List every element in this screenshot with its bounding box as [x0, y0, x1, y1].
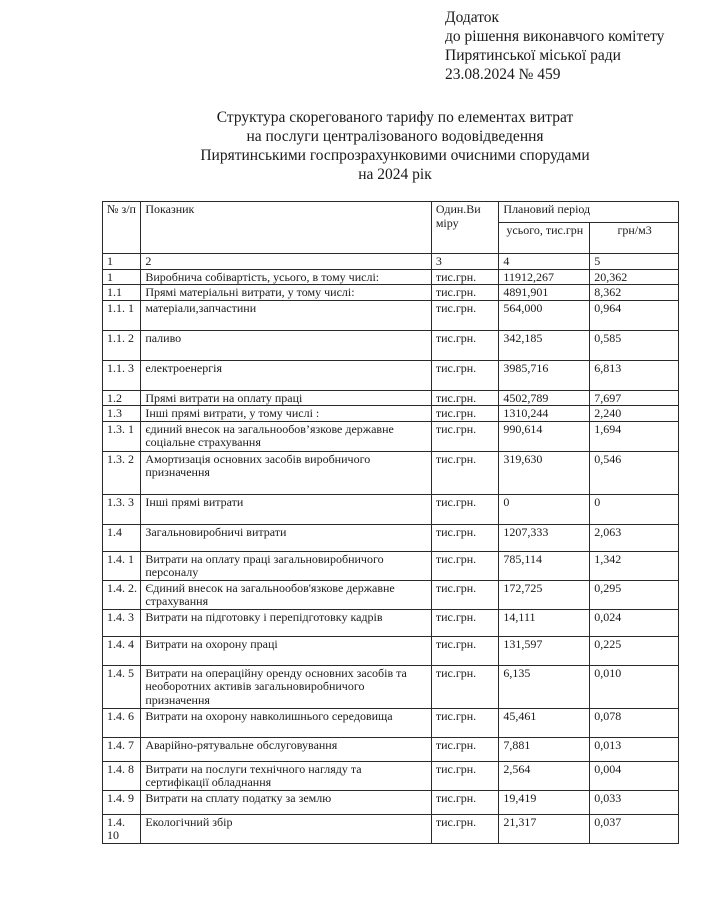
row-indicator: Витрати на оплату праці загальновиробничого персоналу — [141, 551, 432, 580]
row-total: 990,614 — [499, 421, 590, 451]
row-indicator: Прямі матеріальні витрати, у тому числі: — [141, 285, 432, 301]
row-total: 45,461 — [499, 708, 590, 737]
row-number: 1.4. 7 — [103, 737, 141, 761]
row-number: 1.4. 10 — [103, 814, 141, 843]
row-total: 1207,333 — [499, 524, 590, 551]
row-per-m3: 0,024 — [590, 609, 679, 636]
row-number: 1.4. 6 — [103, 708, 141, 737]
row-total: 7,881 — [499, 737, 590, 761]
row-number: 1 — [103, 269, 141, 285]
row-total: 3985,716 — [499, 360, 590, 390]
row-total: 131,597 — [499, 636, 590, 665]
row-unit: тис.грн. — [431, 451, 499, 494]
row-per-m3: 0,033 — [590, 790, 679, 814]
row-total: 172,725 — [499, 580, 590, 609]
header-indicator: Показник — [141, 202, 432, 254]
row-unit: тис.грн. — [431, 524, 499, 551]
row-total: 19,419 — [499, 790, 590, 814]
row-total: 6,135 — [499, 665, 590, 708]
row-per-m3: 0,037 — [590, 814, 679, 843]
row-per-m3: 0,078 — [590, 708, 679, 737]
row-total: 14,111 — [499, 609, 590, 636]
column-number: 5 — [590, 254, 679, 270]
row-indicator: Витрати на послуги технічного нагляду та сертифікації обладнання — [141, 761, 432, 790]
row-unit: тис.грн. — [431, 406, 499, 422]
header-unit: Один.Ви міру — [431, 202, 499, 254]
row-total: 4502,789 — [499, 390, 590, 406]
row-indicator: Прямі витрати на оплату праці — [141, 390, 432, 406]
row-unit: тис.грн. — [431, 285, 499, 301]
row-indicator: Витрати на охорону навколишнього середовища — [141, 708, 432, 737]
appendix-line: Додаток — [445, 9, 500, 26]
row-per-m3: 8,362 — [590, 285, 679, 301]
row-unit: тис.грн. — [431, 761, 499, 790]
row-indicator: Екологічний збір — [141, 814, 432, 843]
row-per-m3: 0 — [590, 494, 679, 524]
row-total: 319,630 — [499, 451, 590, 494]
row-indicator: Єдиний внесок на загальнообов'язкове державне страхування — [141, 580, 432, 609]
header-total: усього, тис.грн — [499, 223, 590, 254]
row-total: 2,564 — [499, 761, 590, 790]
row-indicator: Витрати на охорону праці — [141, 636, 432, 665]
title-line: на 2024 рік — [358, 166, 432, 183]
row-unit: тис.грн. — [431, 390, 499, 406]
row-number: 1.3 — [103, 406, 141, 422]
row-unit: тис.грн. — [431, 665, 499, 708]
table-row — [103, 580, 679, 609]
row-total: 4891,901 — [499, 285, 590, 301]
column-number: 3 — [431, 254, 499, 270]
table-row — [103, 421, 679, 451]
row-per-m3: 20,362 — [590, 269, 679, 285]
column-number: 4 — [499, 254, 590, 270]
table-row — [103, 330, 679, 360]
row-unit: тис.грн. — [431, 609, 499, 636]
row-number: 1.4 — [103, 524, 141, 551]
table-row — [103, 790, 679, 814]
column-number: 2 — [141, 254, 432, 270]
tariff-table — [102, 201, 679, 844]
row-per-m3: 7,697 — [590, 390, 679, 406]
row-per-m3: 1,342 — [590, 551, 679, 580]
table-row — [103, 609, 679, 636]
row-number: 1.4. 1 — [103, 551, 141, 580]
row-per-m3: 0,013 — [590, 737, 679, 761]
row-indicator: Виробнича собівартість, усього, в тому числі: — [141, 269, 432, 285]
row-per-m3: 0,546 — [590, 451, 679, 494]
row-per-m3: 0,585 — [590, 330, 679, 360]
table-row — [103, 761, 679, 790]
table-row — [103, 285, 679, 301]
table-row — [103, 551, 679, 580]
row-number: 1.4. 3 — [103, 609, 141, 636]
header-no: № з/п — [103, 202, 141, 254]
row-total: 11912,267 — [499, 269, 590, 285]
row-indicator: єдиний внесок на загальнообов’язкове державне соціальне страхування — [141, 421, 432, 451]
row-unit: тис.грн. — [431, 269, 499, 285]
row-indicator: Загальновиробничі витрати — [141, 524, 432, 551]
document-title — [0, 108, 710, 184]
table-row — [103, 708, 679, 737]
row-per-m3: 0,295 — [590, 580, 679, 609]
row-unit: тис.грн. — [431, 300, 499, 330]
table-row — [103, 360, 679, 390]
header-row — [103, 202, 679, 223]
row-per-m3: 2,240 — [590, 406, 679, 422]
row-indicator: Інші прямі витрати, у тому числі : — [141, 406, 432, 422]
row-number: 1.3. 1 — [103, 421, 141, 451]
row-indicator: електроенергія — [141, 360, 432, 390]
row-per-m3: 0,004 — [590, 761, 679, 790]
title-line: Пирятинськими госпрозрахунковими очисними спорудами — [200, 147, 590, 164]
row-total: 21,317 — [499, 814, 590, 843]
row-number: 1.4. 9 — [103, 790, 141, 814]
row-per-m3: 2,063 — [590, 524, 679, 551]
table-row — [103, 636, 679, 665]
row-unit: тис.грн. — [431, 494, 499, 524]
row-unit: тис.грн. — [431, 551, 499, 580]
column-number-row — [103, 254, 679, 270]
table-row — [103, 269, 679, 285]
row-number: 1.1. 3 — [103, 360, 141, 390]
row-number: 1.4. 4 — [103, 636, 141, 665]
table-row — [103, 494, 679, 524]
table-row — [103, 451, 679, 494]
row-total: 0 — [499, 494, 590, 524]
row-number: 1.4. 8 — [103, 761, 141, 790]
row-indicator: паливо — [141, 330, 432, 360]
row-per-m3: 0,010 — [590, 665, 679, 708]
row-total: 342,185 — [499, 330, 590, 360]
table-row — [103, 390, 679, 406]
row-unit: тис.грн. — [431, 636, 499, 665]
row-unit: тис.грн. — [431, 580, 499, 609]
title-line: на послуги централізованого водовідведення — [246, 128, 544, 145]
row-indicator: матеріали,запчастини — [141, 300, 432, 330]
row-number: 1.1 — [103, 285, 141, 301]
table-row — [103, 665, 679, 708]
row-per-m3: 0,225 — [590, 636, 679, 665]
row-total: 785,114 — [499, 551, 590, 580]
row-number: 1.4. 5 — [103, 665, 141, 708]
table-row — [103, 406, 679, 422]
row-number: 1.3. 3 — [103, 494, 141, 524]
table-row — [103, 524, 679, 551]
row-number: 1.1. 2 — [103, 330, 141, 360]
row-total: 564,000 — [499, 300, 590, 330]
row-number: 1.1. 1 — [103, 300, 141, 330]
header-per-m3: грн/м3 — [590, 223, 679, 254]
row-indicator: Аварійно-рятувальне обслуговування — [141, 737, 432, 761]
row-indicator: Витрати на операційну оренду основних засобів та необоротних активів загальновиробничого призначення — [141, 665, 432, 708]
table-row — [103, 300, 679, 330]
row-indicator: Амортизація основних засобів виробничого призначення — [141, 451, 432, 494]
row-indicator: Витрати на підготовку і перепідготовку кадрів — [141, 609, 432, 636]
table-row — [103, 814, 679, 843]
title-line: Структура скорегованого тарифу по елементах витрат — [216, 109, 574, 126]
appendix-line: Пирятинської міської ради — [445, 47, 621, 64]
appendix-block — [445, 8, 664, 84]
row-unit: тис.грн. — [431, 330, 499, 360]
row-number: 1.3. 2 — [103, 451, 141, 494]
row-per-m3: 6,813 — [590, 360, 679, 390]
tariff-table-body — [103, 202, 679, 844]
column-number: 1 — [103, 254, 141, 270]
row-number: 1.2 — [103, 390, 141, 406]
appendix-line: до рішення виконавчого комітету — [445, 28, 665, 45]
row-per-m3: 0,964 — [590, 300, 679, 330]
row-unit: тис.грн. — [431, 814, 499, 843]
row-unit: тис.грн. — [431, 790, 499, 814]
row-per-m3: 1,694 — [590, 421, 679, 451]
row-unit: тис.грн. — [431, 708, 499, 737]
appendix-line: 23.08.2024 № 459 — [445, 66, 561, 83]
row-indicator: Витрати на сплату податку за землю — [141, 790, 432, 814]
row-unit: тис.грн. — [431, 360, 499, 390]
row-number: 1.4. 2. — [103, 580, 141, 609]
row-total: 1310,244 — [499, 406, 590, 422]
header-planned-period: Плановий період — [499, 202, 679, 223]
table-row — [103, 737, 679, 761]
row-unit: тис.грн. — [431, 737, 499, 761]
row-unit: тис.грн. — [431, 421, 499, 451]
row-indicator: Інші прямі витрати — [141, 494, 432, 524]
